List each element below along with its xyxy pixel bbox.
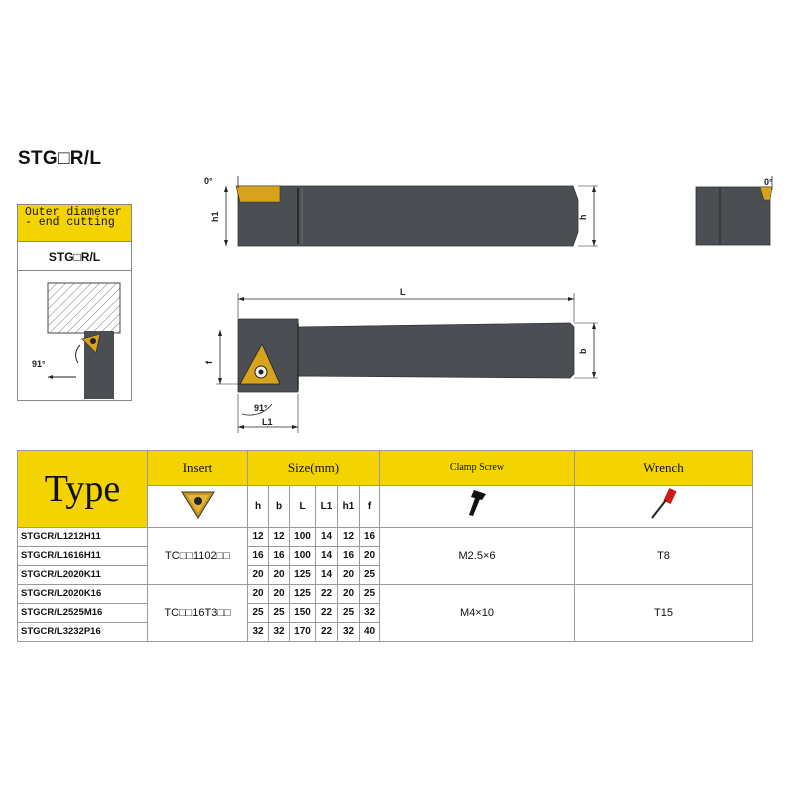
screw-icon	[462, 486, 492, 520]
workpiece	[48, 283, 120, 333]
value-cell: 22	[316, 604, 338, 623]
value-cell: 14	[316, 528, 338, 547]
wrench-image	[575, 486, 753, 528]
value-cell: 20	[269, 585, 290, 604]
value-cell: 170	[290, 623, 316, 642]
value-cell: 20	[248, 585, 269, 604]
value-cell: 22	[316, 585, 338, 604]
panel-angle: 91°	[32, 359, 46, 369]
model-cell: STGCR/L1212H11	[18, 528, 148, 547]
value-cell: 12	[338, 528, 360, 547]
wrench-icon	[644, 486, 684, 520]
value-cell: 40	[360, 623, 380, 642]
dim-f-label: f	[204, 361, 214, 364]
value-cell: 20	[248, 566, 269, 585]
value-cell: 16	[338, 547, 360, 566]
dim-h-label: h	[578, 214, 588, 220]
value-cell: 25	[360, 585, 380, 604]
value-cell: 100	[290, 528, 316, 547]
value-cell: 100	[290, 547, 316, 566]
value-cell: 32	[338, 623, 360, 642]
page-title: STG□R/L	[18, 148, 102, 169]
side-view-insert	[236, 186, 280, 202]
size-header: Size(mm)	[248, 451, 380, 486]
value-cell: 25	[360, 566, 380, 585]
wrench-header: Wrench	[575, 451, 753, 486]
value-cell: 25	[338, 604, 360, 623]
angle-top-label: 0°	[204, 176, 213, 186]
side-view-shank	[238, 186, 578, 246]
value-cell: 16	[248, 547, 269, 566]
insert-icon	[178, 486, 218, 520]
dim-b-label: b	[578, 348, 588, 354]
application-diagram	[18, 271, 131, 400]
value-cell: 20	[338, 566, 360, 585]
insert-cell: TC□□1102□□	[148, 528, 248, 585]
clamp-screw-cell: M4×10	[380, 585, 575, 642]
value-cell: 150	[290, 604, 316, 623]
insert-image	[148, 486, 248, 528]
value-cell: 16	[360, 528, 380, 547]
wrench-cell: T8	[575, 528, 753, 585]
value-cell: 25	[269, 604, 290, 623]
value-cell: 16	[269, 547, 290, 566]
clamp-screw-image	[380, 486, 575, 528]
wrench-cell: T15	[575, 585, 753, 642]
end-view-shank	[696, 187, 770, 245]
value-cell: 25	[248, 604, 269, 623]
angle-end-label: 0°	[764, 177, 773, 187]
clamp-screw-header: Clamp Screw	[380, 451, 575, 486]
value-cell: 32	[360, 604, 380, 623]
insert-header: Insert	[148, 451, 248, 486]
clamp-screw-cell: M2.5×6	[380, 528, 575, 585]
dim-L1-label: L1	[262, 417, 273, 427]
model-cell: STGCR/L2020K16	[18, 585, 148, 604]
table-row	[18, 528, 753, 547]
value-cell: 125	[290, 585, 316, 604]
col-f: f	[360, 486, 380, 528]
col-h: h	[248, 486, 269, 528]
spec-table	[17, 450, 753, 642]
model-cell: STGCR/L2525M16	[18, 604, 148, 623]
value-cell: 20	[269, 566, 290, 585]
model-cell: STGCR/L3232P16	[18, 623, 148, 642]
model-cell: STGCR/L1616H11	[18, 547, 148, 566]
insert-cell: TC□□16T3□□	[148, 585, 248, 642]
value-cell: 32	[269, 623, 290, 642]
value-cell: 14	[316, 547, 338, 566]
value-cell: 20	[360, 547, 380, 566]
value-cell: 125	[290, 566, 316, 585]
col-h1: h1	[338, 486, 360, 528]
panel-heading-line2: - end cutting	[25, 216, 115, 229]
value-cell: 12	[248, 528, 269, 547]
value-cell: 14	[316, 566, 338, 585]
value-cell: 12	[269, 528, 290, 547]
panel-heading	[18, 205, 131, 241]
type-header: Type	[18, 451, 148, 528]
panel-heading-line1: Outer diameter	[25, 206, 122, 219]
col-L: L	[290, 486, 316, 528]
application-panel	[17, 204, 132, 401]
col-L1: L1	[316, 486, 338, 528]
tool-drawing	[190, 168, 790, 443]
dim-L-label: L	[400, 287, 406, 297]
dim-h1-label: h1	[210, 211, 220, 222]
panel-model: STG□R/L	[18, 241, 131, 271]
model-cell: STGCR/L2020K11	[18, 566, 148, 585]
value-cell: 22	[316, 623, 338, 642]
top-view-shank	[238, 319, 574, 392]
value-cell: 20	[338, 585, 360, 604]
col-b: b	[269, 486, 290, 528]
angle-bottom-label: 91°	[254, 403, 268, 413]
table-row	[18, 585, 753, 604]
value-cell: 32	[248, 623, 269, 642]
